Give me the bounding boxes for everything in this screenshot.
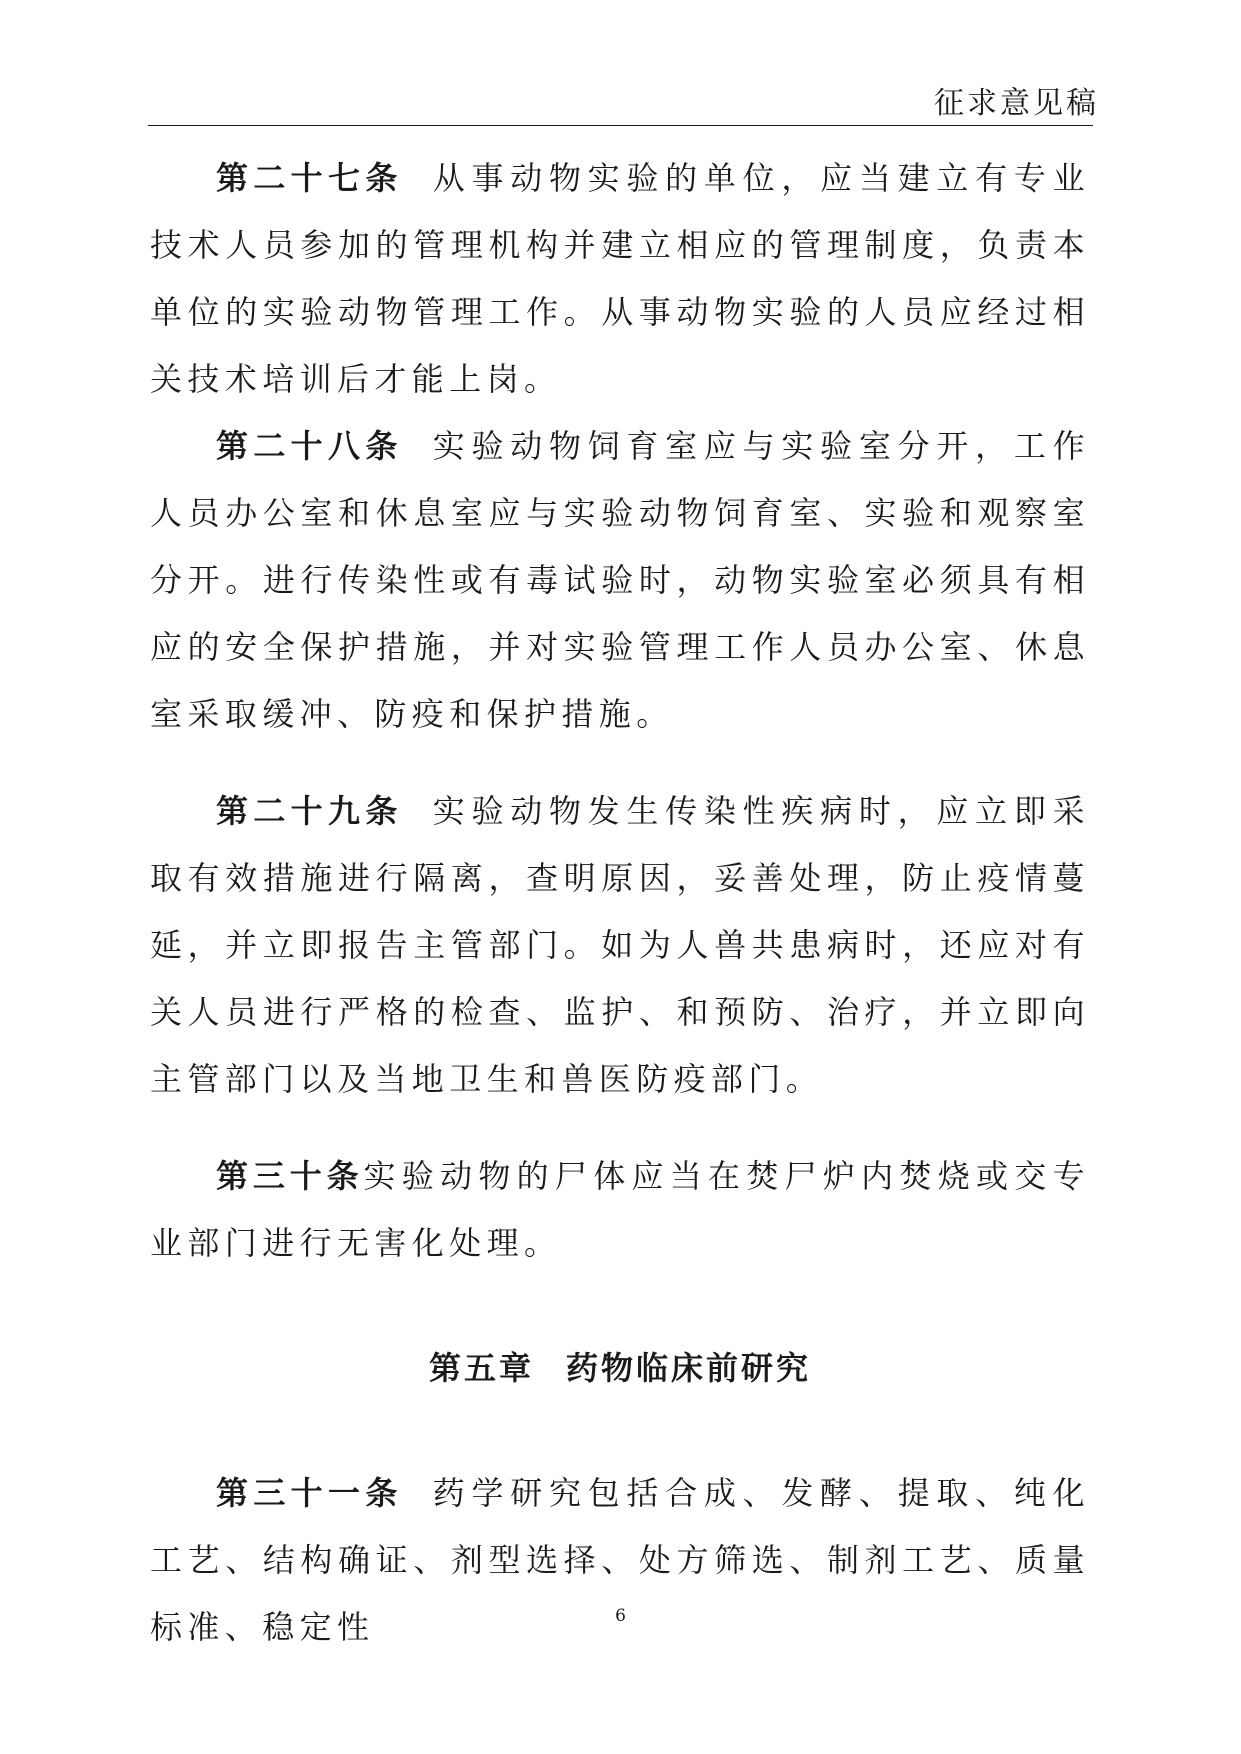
article-text: 实验动物的尸体应当在焚尸炉内焚烧或交专业部门进行无害化处理。 bbox=[150, 1157, 1090, 1262]
article-number: 第二十九条 bbox=[216, 792, 403, 830]
page-number: 6 bbox=[615, 1606, 626, 1626]
article-27 bbox=[150, 145, 1090, 413]
article-number: 第三十条 bbox=[216, 1157, 364, 1195]
article-text: 实验动物饲育室应与实验室分开，工作人员办公室和休息室应与实验动物饲育室、实验和观察室分开。进行传染性或有毒试验时，动物实验室必须具有相应的安全保护措施，并对实验管理工作人员办公室、休息室采取缓冲、防疫和保护措施。 bbox=[150, 427, 1090, 733]
article-30 bbox=[150, 1143, 1090, 1277]
chapter-number: 第五章 bbox=[428, 1349, 534, 1387]
article-31 bbox=[150, 1460, 1090, 1661]
article-29 bbox=[150, 778, 1090, 1113]
paragraph-spacer bbox=[150, 1113, 1090, 1143]
article-text: 从事动物实验的单位，应当建立有专业技术人员参加的管理机构并建立相应的管理制度，负责本单位的实验动物管理工作。从事动物实验的人员应经过相关技术培训后才能上岗。 bbox=[150, 159, 1090, 398]
article-text: 药学研究包括合成、发酵、提取、纯化工艺、结构确证、剂型选择、处方筛选、制剂工艺、质量标准、稳定性 bbox=[150, 1474, 1090, 1646]
chapter-heading bbox=[150, 1335, 1090, 1402]
document-body bbox=[150, 145, 1090, 1661]
paragraph-spacer bbox=[150, 748, 1090, 778]
article-number: 第二十八条 bbox=[216, 427, 403, 465]
article-text: 实验动物发生传染性疾病时，应立即采取有效措施进行隔离，查明原因，妥善处理，防止疫情蔓延，并立即报告主管部门。如为人兽共患病时，还应对有关人员进行严格的检查、监护、和预防、治疗，并立即向主管部门以及当地卫生和兽医防疫部门。 bbox=[150, 792, 1090, 1098]
header-rule bbox=[148, 125, 1093, 126]
article-number: 第二十七条 bbox=[216, 159, 403, 197]
paragraph-spacer bbox=[150, 1402, 1090, 1460]
paragraph-spacer bbox=[150, 1277, 1090, 1335]
article-number: 第三十一条 bbox=[216, 1474, 403, 1512]
chapter-title-text: 药物临床前研究 bbox=[566, 1349, 812, 1387]
draft-status-label: 征求意见稿 bbox=[934, 86, 1099, 121]
article-28 bbox=[150, 413, 1090, 748]
